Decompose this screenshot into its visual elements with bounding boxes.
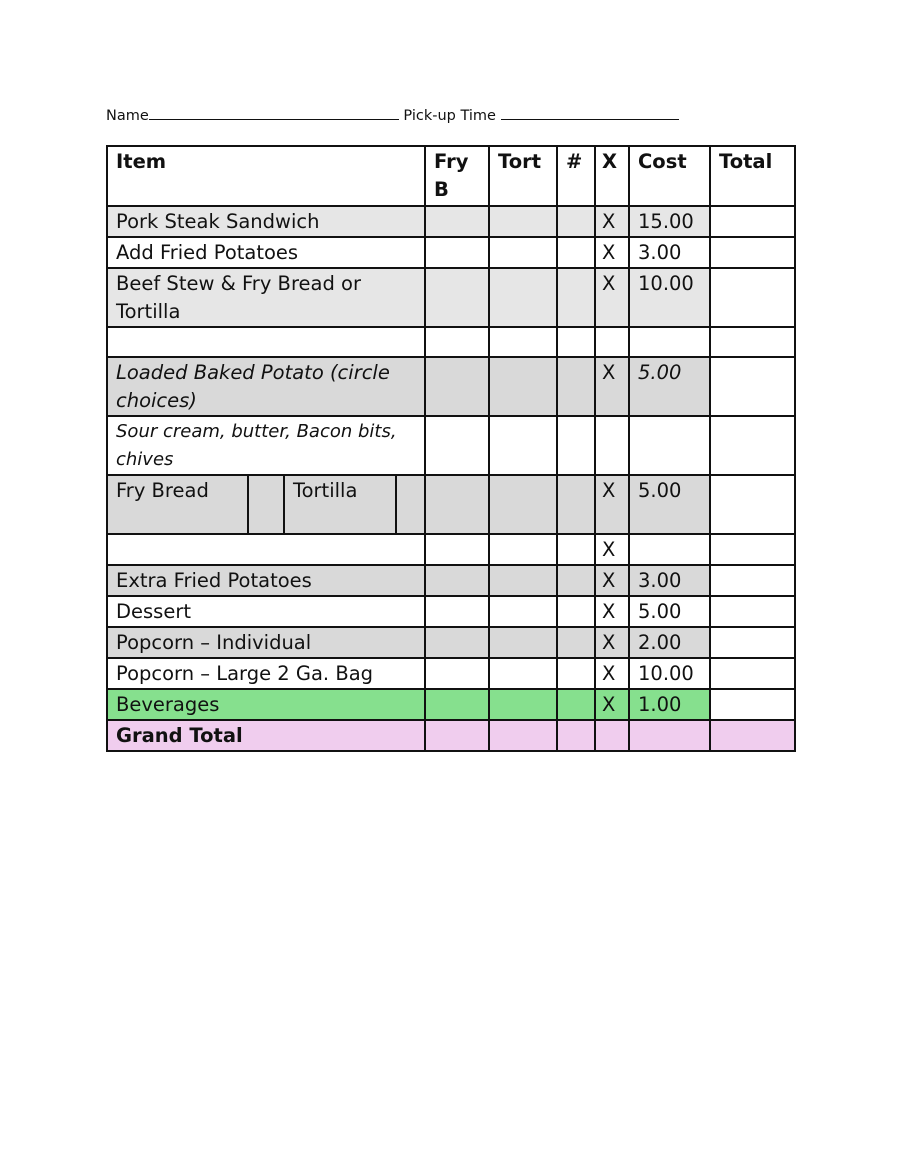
total-cell[interactable]: [710, 327, 795, 357]
table-row: [107, 268, 795, 327]
item-cell: Add Fried Potatoes: [107, 237, 425, 268]
x-cell: X: [595, 206, 629, 237]
grand-total-label: Grand Total: [107, 720, 425, 751]
fry-cell[interactable]: [425, 689, 489, 720]
col-header-cost: Cost: [629, 146, 710, 206]
item-cell: [107, 534, 425, 565]
table-row: [107, 206, 795, 237]
table-row: [107, 627, 795, 658]
table-row: [107, 596, 795, 627]
tort-cell: [489, 720, 557, 751]
tort-cell[interactable]: [489, 268, 557, 327]
item-cell-split: [107, 475, 425, 534]
total-cell[interactable]: [710, 627, 795, 658]
quantity-cell[interactable]: [557, 416, 595, 475]
item-cell: Pork Steak Sandwich: [107, 206, 425, 237]
pickup-time-field[interactable]: [501, 105, 679, 120]
tort-cell[interactable]: [489, 565, 557, 596]
tort-cell[interactable]: [489, 658, 557, 689]
quantity-cell[interactable]: [557, 565, 595, 596]
quantity-cell[interactable]: [557, 357, 595, 416]
x-cell: X: [595, 565, 629, 596]
quantity-cell[interactable]: [557, 475, 595, 534]
tort-cell[interactable]: [489, 357, 557, 416]
tort-cell[interactable]: [489, 534, 557, 565]
cost-cell: 5.00: [629, 357, 710, 416]
fry-cell[interactable]: [425, 206, 489, 237]
quantity-cell[interactable]: [557, 627, 595, 658]
x-cell: X: [595, 237, 629, 268]
table-row: [107, 565, 795, 596]
cost-cell: [629, 327, 710, 357]
fry-cell[interactable]: [425, 268, 489, 327]
cost-cell: [629, 416, 710, 475]
cost-cell: 5.00: [629, 596, 710, 627]
item-cell: [107, 327, 425, 357]
quantity-cell[interactable]: [557, 534, 595, 565]
total-cell[interactable]: [710, 658, 795, 689]
fry-cell[interactable]: [425, 416, 489, 475]
total-cell[interactable]: [710, 689, 795, 720]
cost-cell: 2.00: [629, 627, 710, 658]
x-cell: [595, 327, 629, 357]
table-row: [107, 416, 795, 475]
x-cell: X: [595, 658, 629, 689]
total-cell[interactable]: [710, 596, 795, 627]
tort-cell[interactable]: [489, 475, 557, 534]
total-cell[interactable]: [710, 357, 795, 416]
fry-cell: [425, 720, 489, 751]
fry-cell[interactable]: [425, 658, 489, 689]
table-row: [107, 357, 795, 416]
tort-cell[interactable]: [489, 627, 557, 658]
quantity-cell[interactable]: [557, 237, 595, 268]
col-header-item: Item: [107, 146, 425, 206]
x-cell: X: [595, 268, 629, 327]
item-cell: Popcorn – Large 2 Ga. Bag: [107, 658, 425, 689]
tort-cell[interactable]: [489, 689, 557, 720]
cost-cell: [629, 720, 710, 751]
table-row: [107, 237, 795, 268]
table-row: [107, 475, 795, 534]
table-row-grand-total: [107, 720, 795, 751]
quantity-cell[interactable]: [557, 206, 595, 237]
fry-cell[interactable]: [425, 565, 489, 596]
item-cell: Beef Stew & Fry Bread or Tortilla: [107, 268, 425, 327]
fry-cell[interactable]: [425, 357, 489, 416]
pickup-time-label: Pick-up Time: [403, 108, 496, 124]
item-cell: Popcorn – Individual: [107, 627, 425, 658]
fry-cell[interactable]: [425, 327, 489, 357]
table-row: [107, 327, 795, 357]
total-cell[interactable]: [710, 534, 795, 565]
cost-cell: [629, 534, 710, 565]
total-cell[interactable]: [710, 416, 795, 475]
cost-cell: 3.00: [629, 237, 710, 268]
tortilla-check[interactable]: [397, 476, 424, 533]
x-cell: [595, 720, 629, 751]
col-header-total: Total: [710, 146, 795, 206]
tortilla-option[interactable]: Tortilla: [285, 476, 397, 533]
tort-cell[interactable]: [489, 596, 557, 627]
col-header-number: #: [557, 146, 595, 206]
item-cell: Extra Fried Potatoes: [107, 565, 425, 596]
fry-cell[interactable]: [425, 534, 489, 565]
cost-cell: 1.00: [629, 689, 710, 720]
name-label: Name: [106, 108, 149, 124]
cost-cell: 5.00: [629, 475, 710, 534]
fry-cell[interactable]: [425, 237, 489, 268]
fry-cell[interactable]: [425, 627, 489, 658]
fry-cell[interactable]: [425, 475, 489, 534]
table-row-beverages: [107, 689, 795, 720]
grand-total-cell[interactable]: [710, 720, 795, 751]
total-cell[interactable]: [710, 237, 795, 268]
quantity-cell: [557, 720, 595, 751]
x-cell: [595, 416, 629, 475]
tort-cell[interactable]: [489, 416, 557, 475]
item-cell: Loaded Baked Potato (circle choices): [107, 357, 425, 416]
table-row: [107, 658, 795, 689]
total-cell[interactable]: [710, 565, 795, 596]
table-row: [107, 534, 795, 565]
fry-bread-option[interactable]: Fry Bread: [108, 476, 249, 533]
x-cell: X: [595, 357, 629, 416]
total-cell[interactable]: [710, 268, 795, 327]
fry-bread-check[interactable]: [249, 476, 285, 533]
item-cell: Beverages: [107, 689, 425, 720]
quantity-cell[interactable]: [557, 268, 595, 327]
col-header-tort: Tort: [489, 146, 557, 206]
tort-cell[interactable]: [489, 237, 557, 268]
quantity-cell[interactable]: [557, 327, 595, 357]
quantity-cell[interactable]: [557, 658, 595, 689]
name-field[interactable]: [149, 105, 399, 120]
order-table: [106, 145, 796, 752]
col-header-x: X: [595, 146, 629, 206]
order-header: [106, 105, 679, 124]
col-header-fry: Fry B: [425, 146, 489, 206]
table-header-row: [107, 146, 795, 206]
cost-cell: 10.00: [629, 268, 710, 327]
x-cell: X: [595, 627, 629, 658]
fry-cell[interactable]: [425, 596, 489, 627]
total-cell[interactable]: [710, 475, 795, 534]
x-cell: X: [595, 475, 629, 534]
x-cell: X: [595, 596, 629, 627]
item-cell: Dessert: [107, 596, 425, 627]
quantity-cell[interactable]: [557, 689, 595, 720]
tort-cell[interactable]: [489, 206, 557, 237]
item-cell: Sour cream, butter, Bacon bits, chives: [107, 416, 425, 475]
total-cell[interactable]: [710, 206, 795, 237]
x-cell: X: [595, 689, 629, 720]
tort-cell[interactable]: [489, 327, 557, 357]
cost-cell: 15.00: [629, 206, 710, 237]
quantity-cell[interactable]: [557, 596, 595, 627]
x-cell: X: [595, 534, 629, 565]
cost-cell: 10.00: [629, 658, 710, 689]
cost-cell: 3.00: [629, 565, 710, 596]
